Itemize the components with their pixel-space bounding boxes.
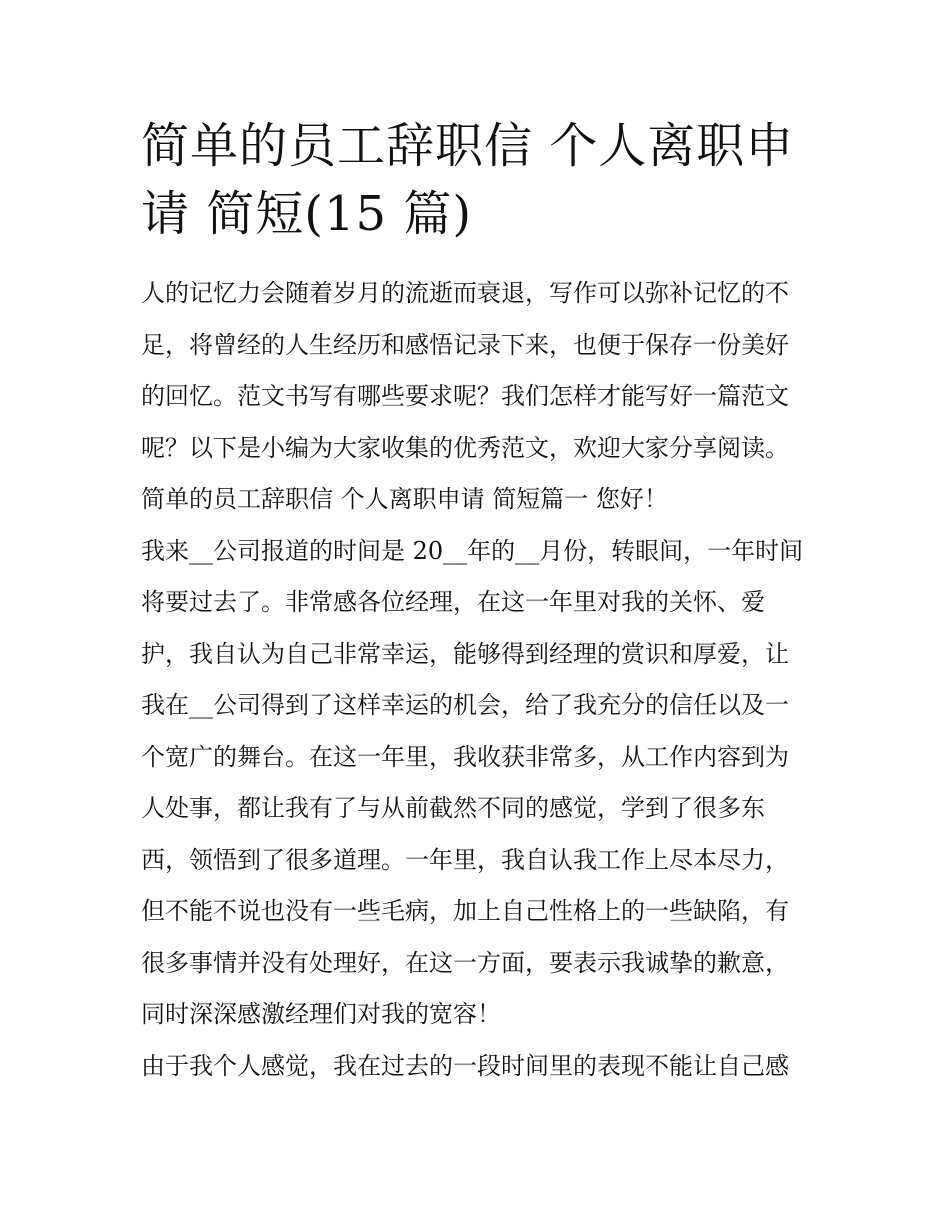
section-heading-line: 简单的员工辞职信 个人离职申请 简短篇一 您好！ — [141, 485, 668, 513]
body-line: 将要过去了。非常感各位经理，在这一年里对我的关怀、爱 — [141, 588, 765, 616]
document-title — [141, 112, 813, 248]
document-body — [141, 268, 813, 1092]
body-line: 护，我自认为自己非常幸运，能够得到经理的赏识和厚爱，让 — [141, 639, 789, 668]
body-line: 人的记忆力会随着岁月的流逝而衰退，写作可以弥补记忆的不 — [141, 279, 789, 307]
body-line: 人处事，都让我有了与从前截然不同的感觉，学到了很多东 — [141, 794, 765, 822]
title-line: 请 简短(15 篇) — [141, 186, 473, 242]
title-line: 简单的员工辞职信 个人离职申 — [141, 118, 795, 174]
body-line: 很多事情并没有处理好，在这一方面，要表示我诚挚的歉意， — [141, 948, 789, 977]
body-line: 西，领悟到了很多道理。一年里，我自认我工作上尽本尽力， — [141, 845, 789, 874]
document-content — [141, 112, 813, 1092]
body-line: 的回忆。范文书写有哪些要求呢？我们怎样才能写好一篇范文 — [141, 382, 789, 410]
body-line: 足，将曾经的人生经历和感悟记录下来，也便于保存一份美好 — [141, 330, 789, 359]
body-line: 个宽广的舞台。在这一年里，我收获非常多，从工作内容到为 — [141, 742, 789, 771]
body-line: 我来__公司报道的时间是 20__年的__月份，转眼间，一年时间 — [141, 536, 804, 565]
body-line: 但不能不说也没有一些毛病，加上自己性格上的一些缺陷，有 — [141, 897, 789, 925]
body-line: 同时深深感激经理们对我的宽容！ — [141, 1000, 501, 1028]
body-line: 呢？以下是小编为大家收集的优秀范文，欢迎大家分享阅读。 — [141, 433, 789, 462]
body-line: 由于我个人感觉，我在过去的一段时间里的表现不能让自己感 — [141, 1051, 789, 1080]
body-line: 我在__公司得到了这样幸运的机会，给了我充分的信任以及一 — [141, 691, 789, 719]
